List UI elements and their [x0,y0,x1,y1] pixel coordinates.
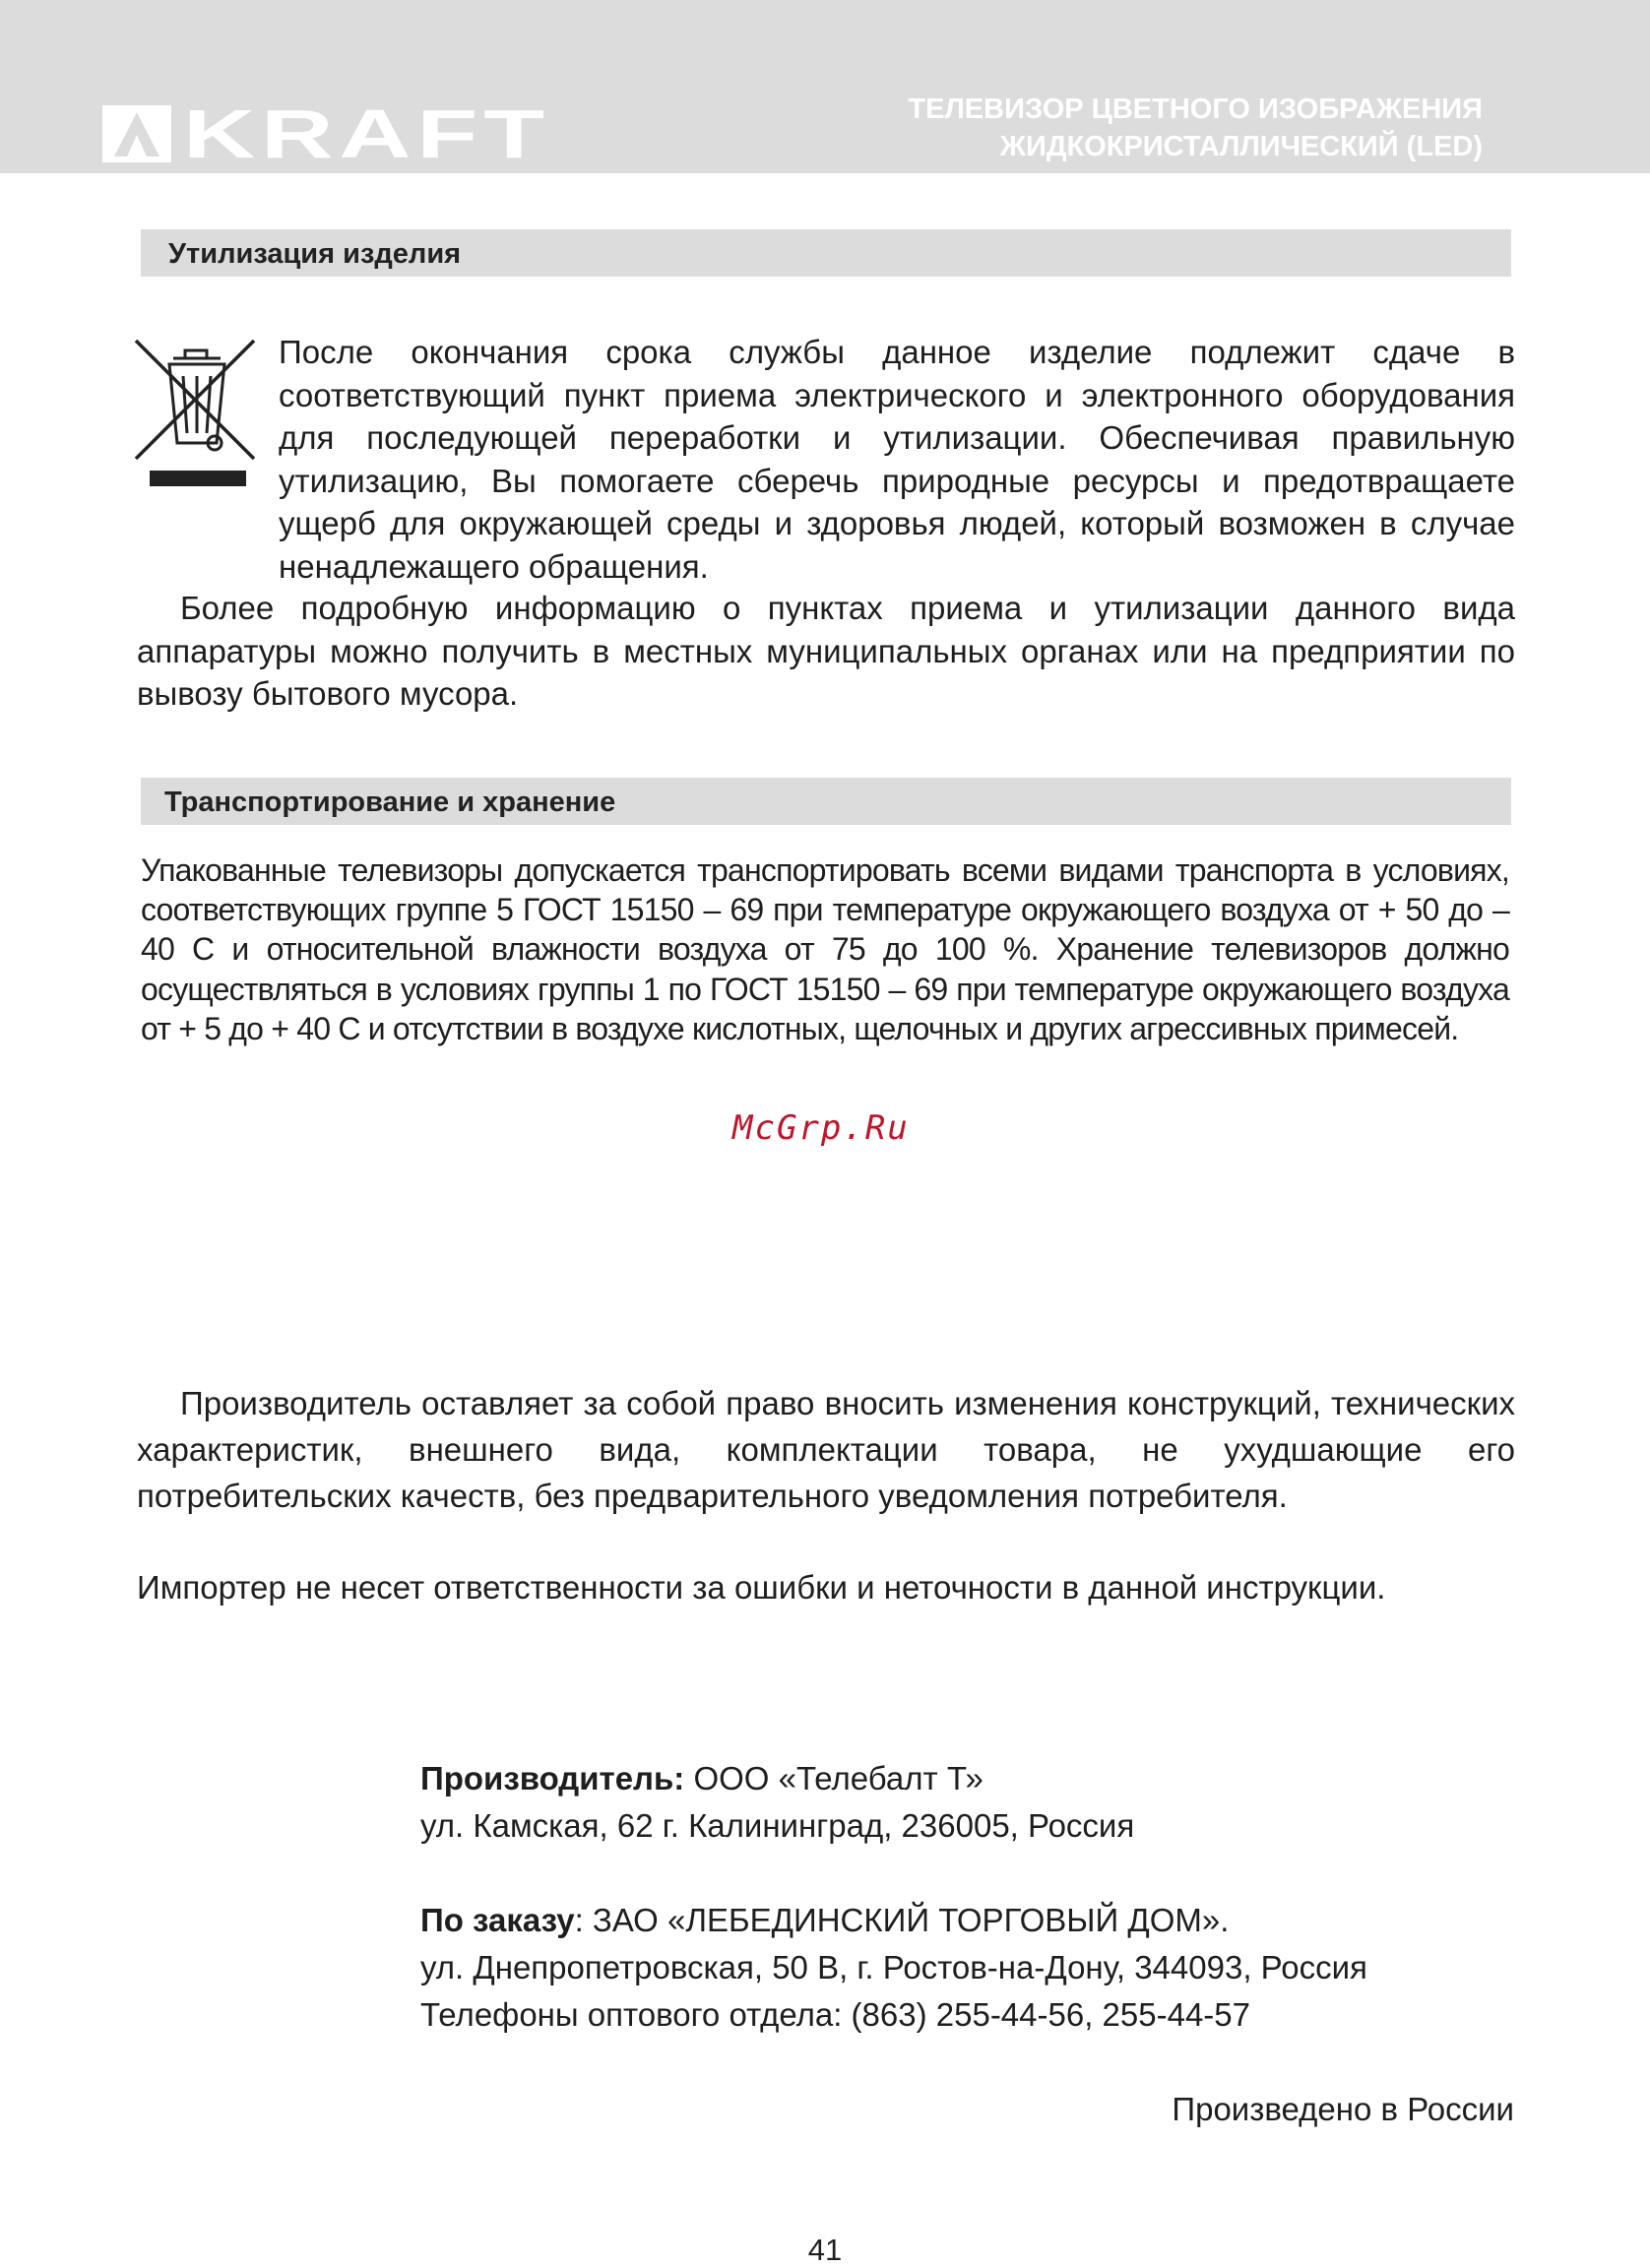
section-disposal-title: Утилизация изделия [168,238,462,270]
brand-name: KRAFT [183,95,550,172]
manufacturer-address: ул. Камская, 62 г. Калининград, 236005, Россия [420,1807,1135,1844]
page-number: 41 [807,2233,843,2267]
disposal-paragraph-1: После окончания срока службы данное изделие подлежит сдаче в соответствующий пункт приема электрического и электронного оборудования для последующей переработки и утилизации. Обеспечивая правильную утилизацию, Вы помогаете сберечь природные ресурсы и предотвращаете ущерб для окружающей среды и здоровья людей, который возможен в случае ненадлежащего обращения. [279,334,1515,585]
order-phones: Телефоны оптового отдела: (863) 255-44-56, 255-44-57 [420,1996,1250,2033]
header-title [908,91,1483,165]
kraft-logo [102,95,550,172]
order-address: ул. Днепропетровская, 50 В, г. Ростов-на-Дону, 344093, Россия [420,1949,1367,1985]
importer-notice: Импортер не несет ответственности за ошибки и неточности в данной инструкции. [137,1569,1386,1606]
section-disposal-heading [141,229,1511,277]
order-line [420,1902,1229,1939]
manufacturer-name: ООО «Телебалт Т» [684,1760,984,1796]
kraft-logo-icon [102,105,171,162]
header-title-line1: ТЕЛЕВИЗОР ЦВЕТНОГО ИЗОБРАЖЕНИЯ [908,94,1483,125]
watermark-link[interactable]: McGrp.Ru [732,1108,910,1148]
order-name: : ЗАО «ЛЕБЕДИНСКИЙ ТОРГОВЫЙ ДОМ». [574,1902,1230,1938]
page-header [0,0,1650,173]
manufacturer-label: Производитель: [420,1760,685,1796]
manufacturer-line [420,1760,984,1797]
order-label: По заказу [420,1902,575,1938]
transport-paragraph: Упакованные телевизоры допускается транспортировать всеми видами транспорта в условиях, соответствующих группе 5 ГОСТ 15150 – 69 при температуре окружающего воздуха от + 50 до – 40 С и относительной влажности воздуха от 75 до 100 %. Хранение телевизоров должно осуществляться в условиях группы 1 по ГОСТ 15150 – 69 при температуре окружающего воздуха от + 5 до + 40 С и отсутствии в воздухе кислотных, щелочных и других агрессивных примесей. [141,852,1509,1046]
disposal-paragraph-2: Более подробную информацию о пунктах приема и утилизации данного вида аппаратуры можно получить в местных муниципальных органах или на предприятии по вывозу бытового мусора. [137,590,1515,712]
made-in-russia: Произведено в России [1172,2091,1514,2127]
section-transport-title: Транспортирование и хранение [164,787,616,818]
header-title-line2: ЖИДКОКРИСТАЛЛИЧЕСКИЙ (LED) [999,131,1483,162]
changes-notice: Производитель оставляет за собой право вносить изменения конструкций, технических характеристик, внешнего вида, комплектации товара, не ухудшающие его потребительских качеств, без предварительного уведомления потребителя. [137,1385,1515,1514]
section-transport-heading [141,778,1511,825]
weee-crossed-bin-icon [134,337,256,494]
